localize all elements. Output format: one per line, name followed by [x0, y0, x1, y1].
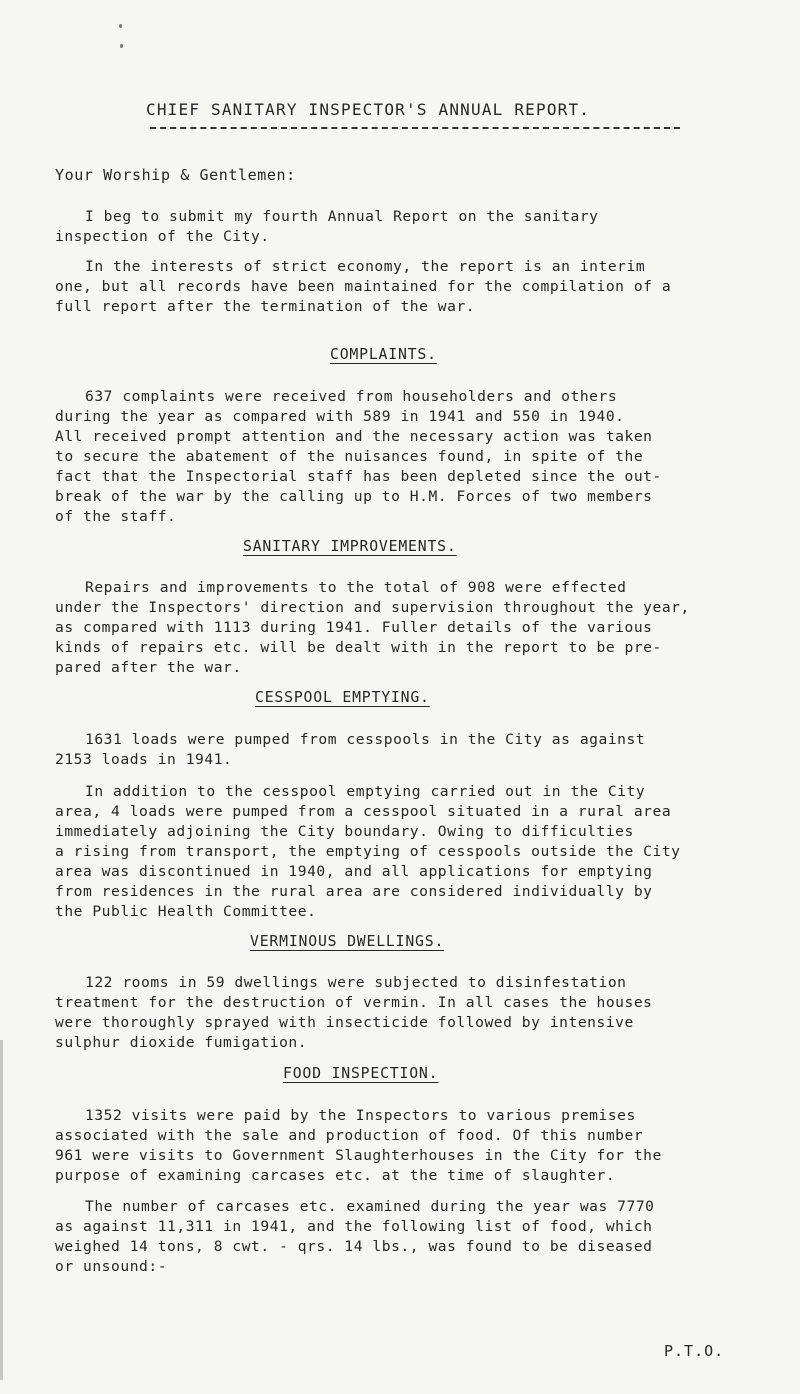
- paragraph-line: 961 were visits to Government Slaughterhouses in the City for the: [55, 1147, 662, 1164]
- verminous-dwellings-paragraph: [55, 973, 765, 1053]
- paragraph-line: 122 rooms in 59 dwellings were subjected to disinfestation: [85, 974, 627, 991]
- paragraph-line: area, 4 loads were pumped from a cesspool situated in a rural area: [55, 803, 672, 820]
- paragraph-line: purpose of examining carcases etc. at the time of slaughter.: [55, 1167, 616, 1184]
- paragraph-line: as against 11,311 in 1941, and the following list of food, which: [55, 1218, 653, 1235]
- section-heading-food-inspection: FOOD INSPECTION.: [283, 1065, 439, 1082]
- paragraph-line: 2153 loads in 1941.: [55, 751, 233, 768]
- section-heading-verminous-dwellings: VERMINOUS DWELLINGS.: [250, 933, 445, 950]
- paragraph-line: sulphur dioxide fumigation.: [55, 1034, 308, 1051]
- scan-speck: [119, 24, 122, 28]
- complaints-paragraph: [55, 387, 765, 527]
- sanitary-improvements-paragraph: [55, 578, 765, 678]
- paragraph-line: a rising from transport, the emptying of cesspools outside the City: [55, 843, 681, 860]
- salutation: Your Worship & Gentlemen:: [55, 166, 296, 184]
- paragraph-line: or unsound:-: [55, 1258, 168, 1275]
- paragraph-line: 1631 loads were pumped from cesspools in the City as against: [85, 731, 646, 748]
- paragraph-line: as compared with 1113 during 1941. Fuller details of the various: [55, 619, 653, 636]
- paragraph-line: In addition to the cesspool emptying carried out in the City: [85, 783, 646, 800]
- paragraph-line: during the year as compared with 589 in 1941 and 550 in 1940.: [55, 408, 625, 425]
- paragraph-line: Repairs and improvements to the total of 908 were effected: [85, 579, 627, 596]
- paragraph-line: immediately adjoining the City boundary. Owing to difficulties: [55, 823, 634, 840]
- paragraph-line: I beg to submit my fourth Annual Report on the sanitary: [85, 208, 599, 225]
- paragraph-line: treatment for the destruction of vermin. In all cases the houses: [55, 994, 653, 1011]
- title-underline: [150, 127, 680, 129]
- paragraph-line: of the staff.: [55, 508, 177, 525]
- paragraph-line: under the Inspectors' direction and supervision throughout the year,: [55, 599, 690, 616]
- intro-paragraph: [55, 207, 765, 247]
- paragraph-line: were thoroughly sprayed with insecticide followed by intensive: [55, 1014, 634, 1031]
- intro-paragraph: [55, 257, 765, 317]
- paragraph-line: 637 complaints were received from householders and others: [85, 388, 618, 405]
- paragraph-line: associated with the sale and production of food. Of this number: [55, 1127, 644, 1144]
- paragraph-line: weighed 14 tons, 8 cwt. - qrs. 14 lbs., was found to be diseased: [55, 1238, 653, 1255]
- paragraph-line: break of the war by the calling up to H.M. Forces of two members: [55, 488, 653, 505]
- food-inspection-paragraph: [55, 1197, 765, 1277]
- paragraph-line: 1352 visits were paid by the Inspectors to various premises: [85, 1107, 636, 1124]
- paragraph-line: full report after the termination of the war.: [55, 298, 476, 315]
- paragraph-line: fact that the Inspectorial staff has been depleted since the out-: [55, 468, 662, 485]
- paragraph-line: inspection of the City.: [55, 228, 270, 245]
- section-heading-complaints: COMPLAINTS.: [330, 346, 437, 363]
- page-turn-note: P.T.O.: [664, 1342, 725, 1360]
- paragraph-line: kinds of repairs etc. will be dealt with in the report to be pre-: [55, 639, 662, 656]
- paragraph-line: In the interests of strict economy, the report is an interim: [85, 258, 646, 275]
- cesspool-paragraph: [55, 782, 765, 922]
- paragraph-line: to secure the abatement of the nuisances found, in spite of the: [55, 448, 644, 465]
- section-heading-cesspool-emptying: CESSPOOL EMPTYING.: [255, 689, 430, 706]
- food-inspection-paragraph: [55, 1106, 765, 1186]
- report-title: CHIEF SANITARY INSPECTOR'S ANNUAL REPORT.: [146, 100, 591, 119]
- paragraph-line: area was discontinued in 1940, and all applications for emptying: [55, 863, 653, 880]
- paragraph-line: one, but all records have been maintained for the compilation of a: [55, 278, 672, 295]
- scan-speck: [120, 44, 123, 48]
- paragraph-line: The number of carcases etc. examined during the year was 7770: [85, 1198, 655, 1215]
- paragraph-line: pared after the war.: [55, 659, 242, 676]
- paragraph-line: from residences in the rural area are considered individually by: [55, 883, 653, 900]
- section-heading-sanitary-improvements: SANITARY IMPROVEMENTS.: [243, 538, 457, 555]
- paragraph-line: All received prompt attention and the necessary action was taken: [55, 428, 653, 445]
- cesspool-paragraph: [55, 730, 765, 770]
- scan-edge-shadow: [0, 1040, 3, 1380]
- paragraph-line: the Public Health Committee.: [55, 903, 317, 920]
